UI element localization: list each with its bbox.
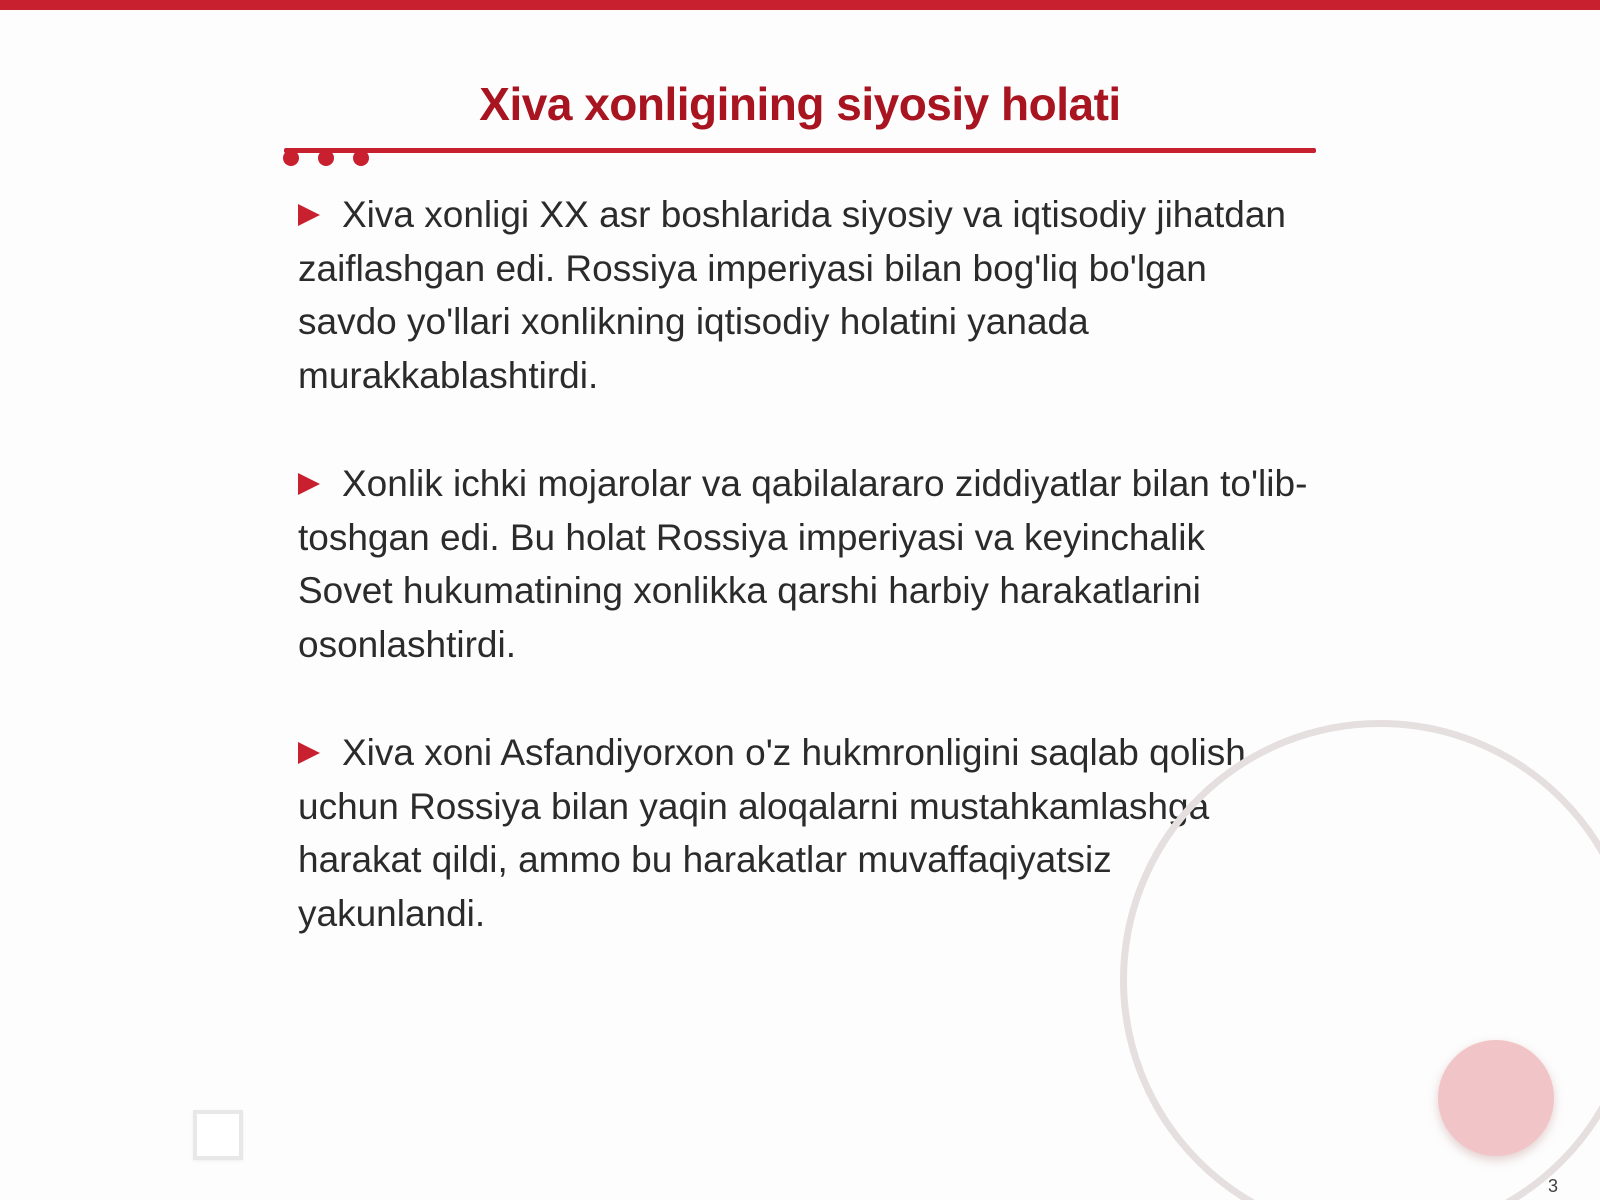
bullet-item (298, 188, 1308, 402)
bullet-text: Xiva xoni Asfandiyorxon o'z hukmronligini saqlab qolish uchun Rossiya bilan yaqin aloqalarni mustahkamlashga harakat qildi, ammo bu harakatlar muvaffaqiyatsiz yakunlandi. (298, 732, 1246, 934)
triangle-right-icon (298, 473, 320, 495)
decorative-dot (283, 150, 299, 166)
decorative-circle (1438, 1040, 1554, 1156)
triangle-right-icon (298, 742, 320, 764)
triangle-right-icon (298, 204, 320, 226)
bullet-text: Xonlik ichki mojarolar va qabilalararo ziddiyatlar bilan to'lib-toshgan edi. Bu holat Rossiya imperiyasi va keyinchalik Sovet hukumatining xonlikka qarshi harbiy harakatlarini osonlashtirdi. (298, 463, 1308, 665)
decorative-dot (353, 150, 369, 166)
bullet-item (298, 457, 1308, 671)
bullet-text: Xiva xonligi XX asr boshlarida siyosiy va iqtisodiy jihatdan zaiflashgan edi. Rossiya imperiyasi bilan bog'liq bo'lgan savdo yo'llari xonlikning iqtisodiy holatini yanada murakkablashtirdi. (298, 194, 1286, 396)
decorative-square (193, 1110, 243, 1160)
slide-title: Xiva xonligining siyosiy holati (479, 78, 1121, 130)
page-number: 3 (1548, 1176, 1559, 1196)
top-accent-bar (0, 0, 1600, 10)
title-underline (284, 148, 1316, 153)
decorative-dot (318, 150, 334, 166)
